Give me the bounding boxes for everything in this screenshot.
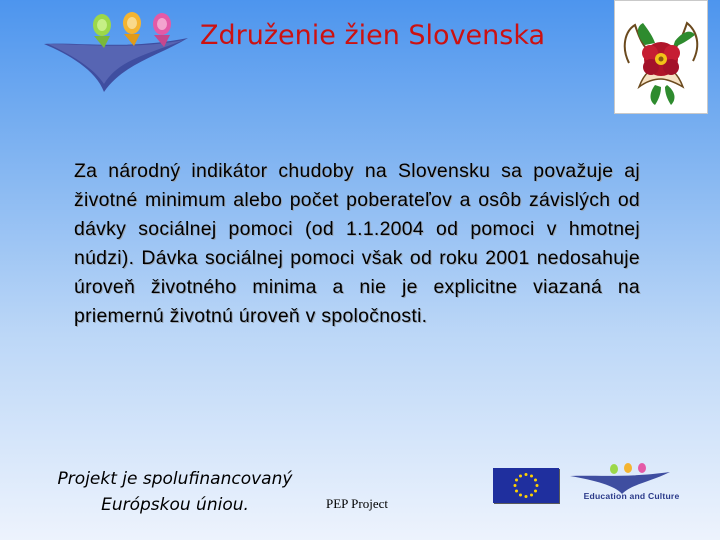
main-paragraph: Za národný indikátor chudoby na Slovensku sa považuje aj životné minimum alebo počet poberateľov a osôb závislých od dávky sociálnej pomoci (od 1.1.2004 od pomoci v hmotnej núdzi). Dávka sociálnej pomoci však od roku 2001 nedosahuje úroveň životného minima a nie je explicitne viazaná na priemernú životnú úroveň v spoločnosti. [74, 160, 640, 327]
cofinance-note [40, 466, 310, 518]
education-culture-label: Education and Culture [583, 491, 680, 501]
cofinance-line-2: Európskou úniou. [101, 495, 249, 515]
cofinance-line-1: Projekt je spolufinancovaný [57, 469, 293, 489]
rose-hands-logo-icon [614, 0, 708, 114]
page-title: Združenie žien Slovenska [200, 20, 546, 51]
figures-swoosh-logo-icon [38, 8, 208, 93]
pep-project-label: PEP Project [326, 496, 388, 511]
eu-flag-icon [493, 468, 559, 503]
